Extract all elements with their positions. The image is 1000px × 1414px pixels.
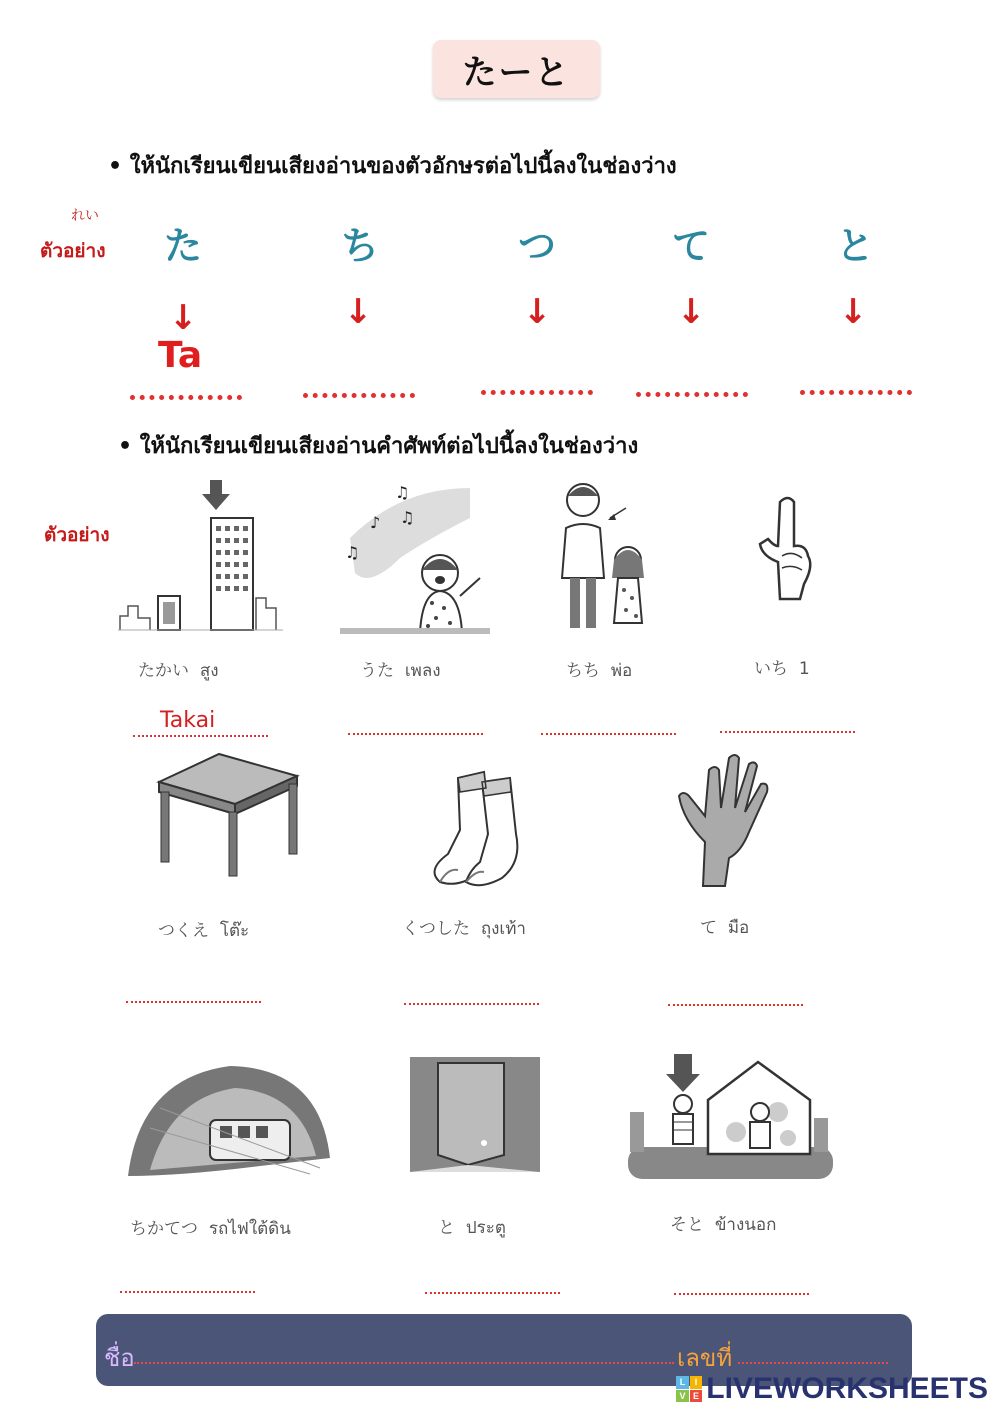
caption-to: と ประตู — [438, 1218, 506, 1238]
caption-chichi: ちち พ่อ — [566, 661, 633, 681]
answer-blank-ta[interactable] — [130, 395, 242, 400]
answer-blank-te[interactable] — [668, 1004, 803, 1006]
number-input[interactable] — [738, 1362, 888, 1364]
answer-blank-takai[interactable] — [133, 735, 268, 737]
number-label: เลขที่ — [677, 1344, 733, 1372]
arrow-down-icon: ↓ — [676, 292, 706, 332]
answer-blank-uta[interactable] — [348, 733, 483, 735]
instruction-1: • ให้นักเรียนเขียนเสียงอ่านของตัวอักษรต่อไปนี้ลงในช่องว่าง — [108, 154, 677, 179]
example-label-1: ตัวอย่าง — [40, 240, 106, 262]
father-daughter-icon — [548, 478, 658, 638]
caption-chikatetsu: ちかてつ รถไฟใต้ดิน — [130, 1219, 291, 1239]
answer-blank-tsu[interactable] — [481, 390, 593, 395]
example-rei-label: れい — [71, 208, 99, 224]
answer-blank-te[interactable] — [636, 392, 748, 397]
caption-uta: うた เพลง — [360, 661, 441, 681]
answer-blank-to[interactable] — [425, 1292, 560, 1294]
caption-soto: そと ข้างนอก — [670, 1215, 777, 1235]
brand-name: LIVEWORKSHEETS — [706, 1372, 988, 1405]
answer-blank-chichi[interactable] — [541, 733, 676, 735]
arrow-down-icon: ↓ — [522, 292, 552, 332]
svg-text:♫: ♫ — [345, 543, 360, 562]
example-label-2: ตัวอย่าง — [44, 524, 110, 546]
caption-tsukue: つくえ โต๊ะ — [158, 921, 250, 941]
name-input[interactable] — [134, 1362, 674, 1364]
answer-blank-soto[interactable] — [674, 1293, 809, 1295]
kana-to: と — [835, 224, 874, 268]
answer-blank-kutsushita[interactable] — [404, 1003, 539, 1005]
liveworksheets-logo-icon: L I V E — [676, 1376, 702, 1402]
caption-takai: たかい สูง — [138, 661, 219, 681]
kana-ta: た — [163, 224, 202, 268]
answer-blank-tsukue[interactable] — [126, 1001, 261, 1003]
kana-chi: ち — [340, 224, 379, 268]
arrow-down-icon: ↓ — [343, 292, 373, 332]
caption-kutsushita: くつした ถุงเท้า — [402, 919, 526, 939]
name-label: ชื่อ — [104, 1344, 135, 1372]
outside-house-icon — [628, 1052, 833, 1182]
arrow-down-icon: ↓ — [168, 298, 198, 338]
socks-icon — [418, 770, 528, 890]
singing-girl-icon — [340, 478, 490, 638]
worksheet-title: たーと — [433, 40, 600, 98]
door-icon — [408, 1055, 543, 1175]
caption-ichi: いち 1 — [754, 659, 810, 679]
svg-text:♪: ♪ — [370, 513, 381, 532]
instruction-2: • ให้นักเรียนเขียนเสียงอ่านคำศัพท์ต่อไปนี้ลงในช่องว่าง — [118, 434, 639, 459]
tall-building-icon — [118, 478, 283, 638]
arrow-down-icon: ↓ — [838, 292, 868, 332]
table-icon — [155, 752, 300, 880]
kana-tsu: つ — [517, 224, 556, 268]
answer-blank-to[interactable] — [800, 390, 912, 395]
answer-blank-chikatetsu[interactable] — [120, 1291, 255, 1293]
svg-text:♫: ♫ — [395, 483, 410, 502]
svg-text:♫: ♫ — [400, 508, 415, 527]
answer-blank-chi[interactable] — [303, 393, 415, 398]
sample-answer-ta: Ta — [158, 335, 203, 376]
one-finger-hand-icon — [748, 494, 828, 614]
kana-te: て — [671, 224, 710, 268]
sample-answer-takai: Takai — [160, 708, 216, 733]
liveworksheets-logo — [676, 1372, 988, 1406]
caption-te: て มือ — [700, 918, 750, 938]
answer-blank-ichi[interactable] — [720, 731, 855, 733]
subway-train-icon — [120, 1058, 335, 1183]
hand-icon — [675, 752, 775, 892]
